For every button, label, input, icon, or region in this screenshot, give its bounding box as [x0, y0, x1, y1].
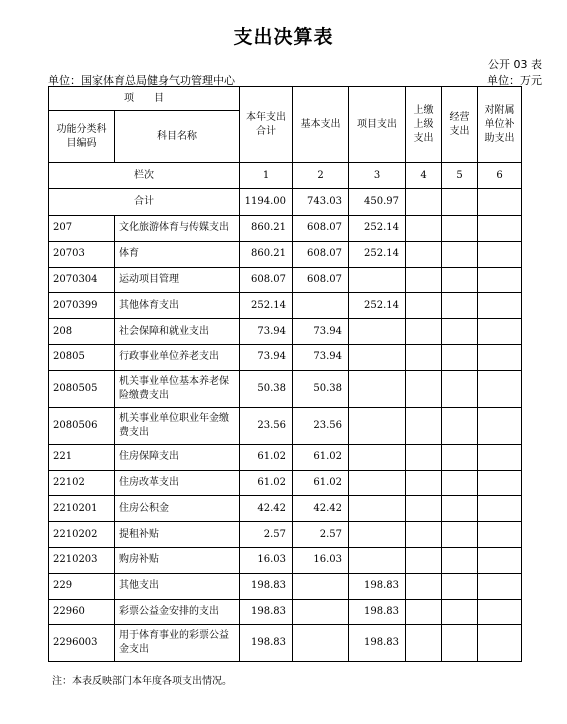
total-cell: 198.83 [240, 573, 293, 599]
page-title: 支出决算表 [233, 26, 334, 48]
basic-cell: 608.07 [293, 241, 349, 267]
table-row [49, 216, 522, 242]
column-number: 2 [293, 163, 349, 189]
total-cell: 860.21 [240, 241, 293, 267]
business-cell [442, 599, 478, 625]
basic-cell: 608.07 [293, 216, 349, 242]
total-cell: 1194.00 [240, 189, 293, 216]
basic-cell: 2.57 [293, 522, 349, 548]
total-cell: 42.42 [240, 496, 293, 522]
code-cell: 22102 [49, 470, 115, 496]
code-cell: 2210202 [49, 522, 115, 548]
total-cell: 198.83 [240, 625, 293, 662]
subsidy-cell [478, 444, 522, 470]
business-cell [442, 470, 478, 496]
subsidy-cell [478, 370, 522, 407]
upper-cell [406, 470, 442, 496]
upper-cell [406, 216, 442, 242]
column-label: 栏次 [49, 163, 240, 189]
upper-cell [406, 370, 442, 407]
table-row [49, 407, 522, 444]
basic-header: 基本支出 [293, 87, 349, 163]
project-cell [349, 407, 406, 444]
name-cell: 住房保障支出 [115, 444, 240, 470]
table-row [49, 625, 522, 662]
subsidy-cell [478, 319, 522, 345]
name-cell: 运动项目管理 [115, 267, 240, 293]
name-cell: 彩票公益金安排的支出 [115, 599, 240, 625]
name-cell: 住房改革支出 [115, 470, 240, 496]
business-cell [442, 189, 478, 216]
project-cell [349, 370, 406, 407]
name-cell: 机关事业单位职业年金缴费支出 [115, 407, 240, 444]
total-cell: 23.56 [240, 407, 293, 444]
total-row [49, 189, 522, 216]
code-cell: 2070304 [49, 267, 115, 293]
upper-cell [406, 522, 442, 548]
table-row [49, 496, 522, 522]
total-label: 合计 [49, 189, 240, 216]
total-cell: 50.38 [240, 370, 293, 407]
code-cell: 207 [49, 216, 115, 242]
total-cell: 61.02 [240, 470, 293, 496]
code-cell: 2210203 [49, 547, 115, 573]
footnote: 注：本表反映部门本年度各项支出情况。 [52, 676, 232, 687]
column-number-row [49, 163, 522, 189]
subsidy-cell [478, 547, 522, 573]
name-cell: 机关事业单位基本养老保险缴费支出 [115, 370, 240, 407]
code-cell: 2210201 [49, 496, 115, 522]
project-header: 项目支出 [349, 87, 406, 163]
total-cell: 252.14 [240, 293, 293, 319]
column-number: 3 [349, 163, 406, 189]
project-cell: 252.14 [349, 293, 406, 319]
basic-cell [293, 599, 349, 625]
basic-cell [293, 573, 349, 599]
code-cell: 20703 [49, 241, 115, 267]
business-cell [442, 241, 478, 267]
subsidy-cell [478, 522, 522, 548]
table-row [49, 522, 522, 548]
table-row [49, 444, 522, 470]
project-cell [349, 522, 406, 548]
total-cell: 16.03 [240, 547, 293, 573]
table-row [49, 241, 522, 267]
basic-cell [293, 625, 349, 662]
code-cell: 20805 [49, 344, 115, 370]
basic-cell: 608.07 [293, 267, 349, 293]
project-cell [349, 444, 406, 470]
business-cell [442, 496, 478, 522]
basic-cell [293, 293, 349, 319]
basic-cell: 50.38 [293, 370, 349, 407]
name-header: 科目名称 [115, 111, 240, 163]
project-cell [349, 547, 406, 573]
subsidy-cell [478, 496, 522, 522]
subsidy-cell [478, 407, 522, 444]
total-cell: 608.07 [240, 267, 293, 293]
name-cell: 社会保障和就业支出 [115, 319, 240, 345]
business-cell [442, 319, 478, 345]
code-cell: 22960 [49, 599, 115, 625]
name-cell: 住房公积金 [115, 496, 240, 522]
item-group-header: 项 目 [49, 87, 240, 111]
project-cell: 450.97 [349, 189, 406, 216]
table-row [49, 547, 522, 573]
code-cell: 2070399 [49, 293, 115, 319]
upper-cell [406, 573, 442, 599]
project-cell [349, 496, 406, 522]
code-cell: 229 [49, 573, 115, 599]
business-cell [442, 625, 478, 662]
upper-cell [406, 344, 442, 370]
total-cell: 61.02 [240, 444, 293, 470]
header-row [49, 87, 522, 111]
code-header: 功能分类科目编码 [49, 111, 115, 163]
name-cell: 文化旅游体育与传媒支出 [115, 216, 240, 242]
project-cell: 252.14 [349, 216, 406, 242]
form-number: 公开 03 表 [488, 58, 542, 71]
code-cell: 208 [49, 319, 115, 345]
total-cell: 860.21 [240, 216, 293, 242]
table-row [49, 599, 522, 625]
basic-cell: 61.02 [293, 444, 349, 470]
currency-unit: 单位：万元 [487, 74, 542, 87]
basic-cell: 61.02 [293, 470, 349, 496]
upper-cell [406, 267, 442, 293]
table-row [49, 470, 522, 496]
code-cell: 2296003 [49, 625, 115, 662]
business-cell [442, 293, 478, 319]
business-header: 经营支出 [442, 87, 478, 163]
basic-cell: 42.42 [293, 496, 349, 522]
subsidy-cell [478, 470, 522, 496]
subsidy-cell [478, 599, 522, 625]
business-cell [442, 370, 478, 407]
subsidy-cell [478, 241, 522, 267]
project-cell: 198.83 [349, 625, 406, 662]
upper-cell [406, 625, 442, 662]
name-cell: 行政事业单位养老支出 [115, 344, 240, 370]
table-row [49, 267, 522, 293]
project-cell [349, 344, 406, 370]
business-cell [442, 407, 478, 444]
basic-cell: 16.03 [293, 547, 349, 573]
upper-header: 上缴上级支出 [406, 87, 442, 163]
column-number: 1 [240, 163, 293, 189]
business-cell [442, 522, 478, 548]
subsidy-header: 对附属单位补助支出 [478, 87, 522, 163]
code-cell: 221 [49, 444, 115, 470]
total-cell: 198.83 [240, 599, 293, 625]
subsidy-cell [478, 293, 522, 319]
upper-cell [406, 189, 442, 216]
code-cell: 2080505 [49, 370, 115, 407]
upper-cell [406, 407, 442, 444]
subsidy-cell [478, 216, 522, 242]
name-cell: 提租补贴 [115, 522, 240, 548]
project-cell [349, 267, 406, 293]
subsidy-cell [478, 625, 522, 662]
column-number: 5 [442, 163, 478, 189]
name-cell: 其他体育支出 [115, 293, 240, 319]
upper-cell [406, 319, 442, 345]
subsidy-cell [478, 267, 522, 293]
business-cell [442, 267, 478, 293]
basic-cell: 23.56 [293, 407, 349, 444]
name-cell: 体育 [115, 241, 240, 267]
table-row [49, 370, 522, 407]
basic-cell: 73.94 [293, 344, 349, 370]
name-cell: 购房补贴 [115, 547, 240, 573]
project-cell: 198.83 [349, 573, 406, 599]
business-cell [442, 547, 478, 573]
subsidy-cell [478, 344, 522, 370]
basic-cell: 743.03 [293, 189, 349, 216]
upper-cell [406, 444, 442, 470]
upper-cell [406, 496, 442, 522]
upper-cell [406, 547, 442, 573]
total-cell: 73.94 [240, 319, 293, 345]
unit-label: 单位：国家体育总局健身气功管理中心 [48, 74, 235, 87]
upper-cell [406, 241, 442, 267]
name-cell: 用于体育事业的彩票公益金支出 [115, 625, 240, 662]
column-number: 6 [478, 163, 522, 189]
project-cell [349, 319, 406, 345]
upper-cell [406, 293, 442, 319]
upper-cell [406, 599, 442, 625]
business-cell [442, 573, 478, 599]
business-cell [442, 216, 478, 242]
total-cell: 73.94 [240, 344, 293, 370]
total-header: 本年支出合计 [240, 87, 293, 163]
code-cell: 2080506 [49, 407, 115, 444]
table-row [49, 319, 522, 345]
table-row [49, 293, 522, 319]
subsidy-cell [478, 189, 522, 216]
subsidy-cell [478, 573, 522, 599]
total-cell: 2.57 [240, 522, 293, 548]
project-cell [349, 470, 406, 496]
table-row [49, 344, 522, 370]
table-row [49, 573, 522, 599]
business-cell [442, 344, 478, 370]
name-cell: 其他支出 [115, 573, 240, 599]
project-cell: 198.83 [349, 599, 406, 625]
column-number: 4 [406, 163, 442, 189]
project-cell: 252.14 [349, 241, 406, 267]
expenditure-table [48, 86, 522, 662]
business-cell [442, 444, 478, 470]
basic-cell: 73.94 [293, 319, 349, 345]
